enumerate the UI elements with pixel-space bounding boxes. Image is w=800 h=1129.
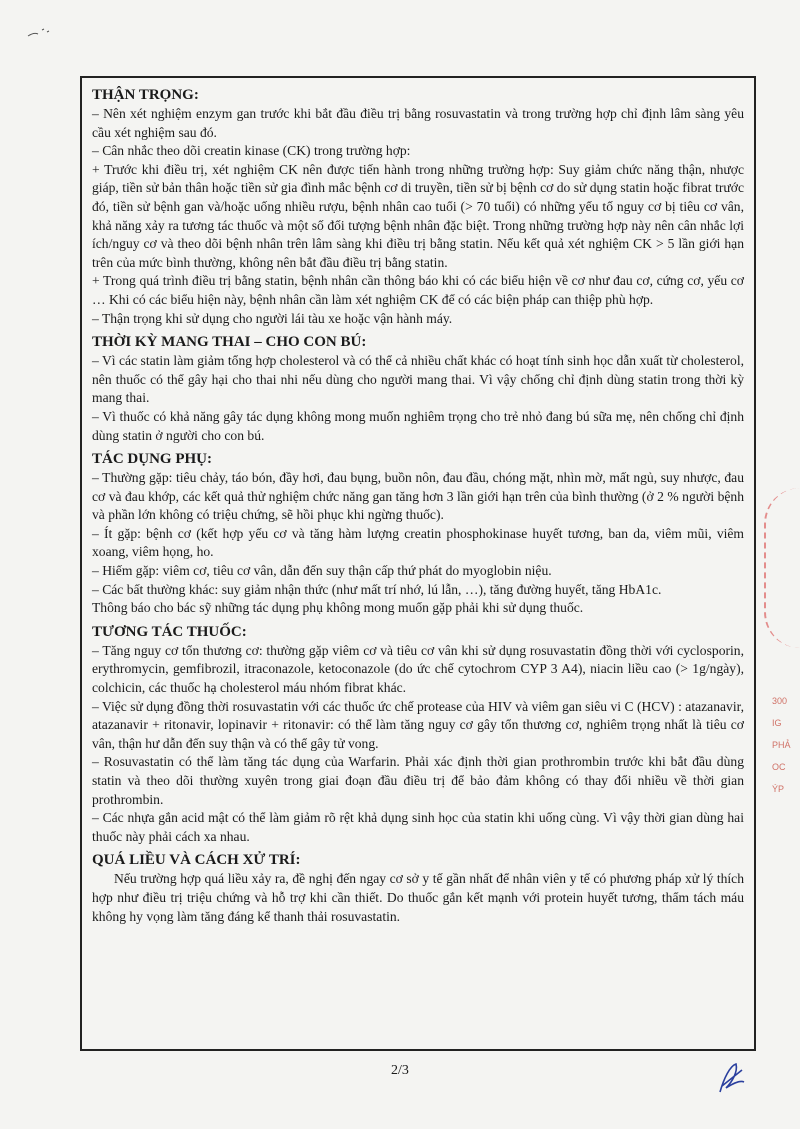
- paragraph: – Hiếm gặp: viêm cơ, tiêu cơ vân, dẫn đến suy thận cấp thứ phát do myoglobin niệu.: [92, 563, 552, 579]
- paragraph: – Vì các statin làm giảm tổng hợp cholesterol và có thể cả nhiều chất khác có hoạt tính sinh học dẫn xuất từ cholesterol, nên thuốc có thể gây hại cho thai nhi nếu dùng cho người mang thai. Vì vậy chống chỉ định dùng statin trong thời kỳ mang thai.: [92, 353, 744, 406]
- paragraph: – Thận trọng khi sử dụng cho người lái tàu xe hoặc vận hành máy.: [92, 310, 453, 326]
- leaflet-page-frame: [80, 76, 756, 1051]
- paragraph: – Thường gặp: tiêu chảy, táo bón, đầy hơi, đau bụng, buồn nôn, đau đầu, chóng mặt, nhìn mờ, mất ngủ, suy nhược, đau cơ và đau khớp, các kết quả thử nghiệm chức năng gan tăng hơn 3 lần giới hạn trên của bình thường (ở 2 % người bệnh và phần lớn không có triệu chứng, sẽ hồi phục khi ngừng thuốc).: [92, 470, 744, 523]
- stamp-fragment: OC: [772, 762, 786, 772]
- paragraph: – Ít gặp: bệnh cơ (kết hợp yếu cơ và tăng hàm lượng creatin phosphokinase huyết tương, ban da, viêm mũi, viêm xoang, viêm họng, ho.: [92, 525, 744, 560]
- page-number: 2/3: [391, 1063, 409, 1078]
- section-precautions: [92, 86, 744, 328]
- stamp-fragment: PHẢ: [772, 740, 791, 750]
- section-heading: THẬN TRỌNG:: [92, 87, 199, 103]
- paragraph: – Các bất thường khác: suy giảm nhận thức (như mất trí nhớ, lú lẫn, …), tăng đường huyết, tăng HbA1c.: [92, 581, 662, 597]
- paragraph: + Trước khi điều trị, xét nghiệm CK nên được tiến hành trong những trường hợp: Suy giảm chức năng thận, nhược giáp, tiền sử bản thân hoặc tiền sử gia đình mắc bệnh cơ di truyền, tiền sử bị bệnh cơ do sử dụng statin hoặc fibrat trước đó, tiền sử bệnh gan và/hoặc uống nhiều rượu, bệnh nhân cao tuổi (> 70 tuổi) có những yếu tố nguy cơ bị tiêu cơ vân, khả năng xảy ra tương tác thuốc và một số đối tượng bệnh nhân đặc biệt. Trong những trường hợp này nên cân nhắc lợi ích/nguy cơ và theo dõi bệnh nhân trên lâm sàng khi điều trị bằng statin. Nếu kết quả xét nghiệm CK > 5 lần giới hạn trên của mức bình thường, không nên bắt đầu điều trị bằng statin.: [92, 161, 744, 270]
- stamp-fragment: 300: [772, 696, 788, 706]
- section-pregnancy-lactation: [92, 333, 744, 445]
- section-heading: QUÁ LIỀU VÀ CÁCH XỬ TRÍ:: [92, 852, 301, 869]
- section-side-effects: [92, 450, 744, 618]
- section-heading: TƯƠNG TÁC THUỐC:: [92, 623, 247, 640]
- section-heading: TÁC DỤNG PHỤ:: [92, 451, 212, 468]
- red-stamp-text: [772, 690, 800, 800]
- section-overdose: [92, 851, 744, 926]
- stamp-fragment: IG: [772, 718, 782, 728]
- paragraph: – Nên xét nghiệm enzym gan trước khi bắt đầu điều trị bằng rosuvastatin và trong trường hợp chỉ định lâm sàng yêu cầu xét nghiệm sau đó.: [92, 106, 744, 140]
- red-stamp-edge: [764, 488, 800, 648]
- signature-icon: [712, 1058, 752, 1098]
- paragraph: – Việc sử dụng đồng thời rosuvastatin với các thuốc ức chế protease của HIV và viêm gan siêu vi C (HCV) : atazanavir, atazanavir + ritonavir, lopinavir + ritonavir: có thể làm tăng nguy cơ gây tổn thương cơ, nghiêm trọng nhất là tiêu cơ vân, thận hư dẫn đến suy thận và có thể gây tử vong.: [92, 698, 744, 751]
- stamp-fragment: ÝP: [772, 784, 785, 794]
- paragraph: – Rosuvastatin có thể làm tăng tác dụng của Warfarin. Phải xác định thời gian prothrombin trước khi bắt đầu dùng statin và theo dõi thường xuyên trong giai đoạn đầu điều trị để bảo đảm không có thay đổi nhiều về thời gian prothrombin.: [92, 754, 744, 807]
- paragraph: – Các nhựa gắn acid mật có thể làm giảm rõ rệt khả dụng sinh học của statin khi uống cùng. Vì vậy thời gian dùng hai thuốc này phải cách xa nhau.: [92, 810, 744, 844]
- paragraph: Nếu trường hợp quá liều xảy ra, đề nghị đến ngay cơ sở y tế gần nhất để nhân viên y tế có phương pháp xử lý thích hợp như điều trị triệu chứng và hỗ trợ khi cần thiết. Do thuốc gắn kết mạnh với protein huyết tương, thẩm tách máu không hy vọng làm tăng đáng kể thanh thải rosuvastatin.: [92, 871, 744, 924]
- paragraph: Thông báo cho bác sỹ những tác dụng phụ không mong muốn gặp phải khi sử dụng thuốc.: [92, 600, 584, 616]
- section-heading: THỜI KỲ MANG THAI – CHO CON BÚ:: [92, 334, 367, 351]
- paragraph: + Trong quá trình điều trị bằng statin, bệnh nhân cần thông báo khi có các biểu hiện về cơ như đau cơ, cứng cơ, yếu cơ … Khi có các biểu hiện này, bệnh nhân cần làm xét nghiệm CK để có các biện pháp can thiệp phù hợp.: [92, 273, 744, 307]
- paragraph: – Cân nhắc theo dõi creatin kinase (CK) trong trường hợp:: [92, 143, 411, 159]
- paragraph: – Vì thuốc có khả năng gây tác dụng không mong muốn nghiêm trọng cho trẻ nhỏ đang bú sữa mẹ, nên chống chỉ định dùng statin ở người cho con bú.: [92, 408, 744, 443]
- paragraph: – Tăng nguy cơ tổn thương cơ: thường gặp viêm cơ và tiêu cơ vân khi sử dụng rosuvastatin đồng thời với cyclosporin, erythromycin, gemfibrozil, itraconazole, ketoconazole (do ức chế cytochrom CYP 3 A4), niacin liều cao (> 1g/ngày), colchicin, các thuốc hạ cholesterol máu nhóm fibrat khác.: [92, 642, 744, 696]
- scan-speck: [26, 26, 52, 40]
- section-drug-interactions: [92, 623, 744, 847]
